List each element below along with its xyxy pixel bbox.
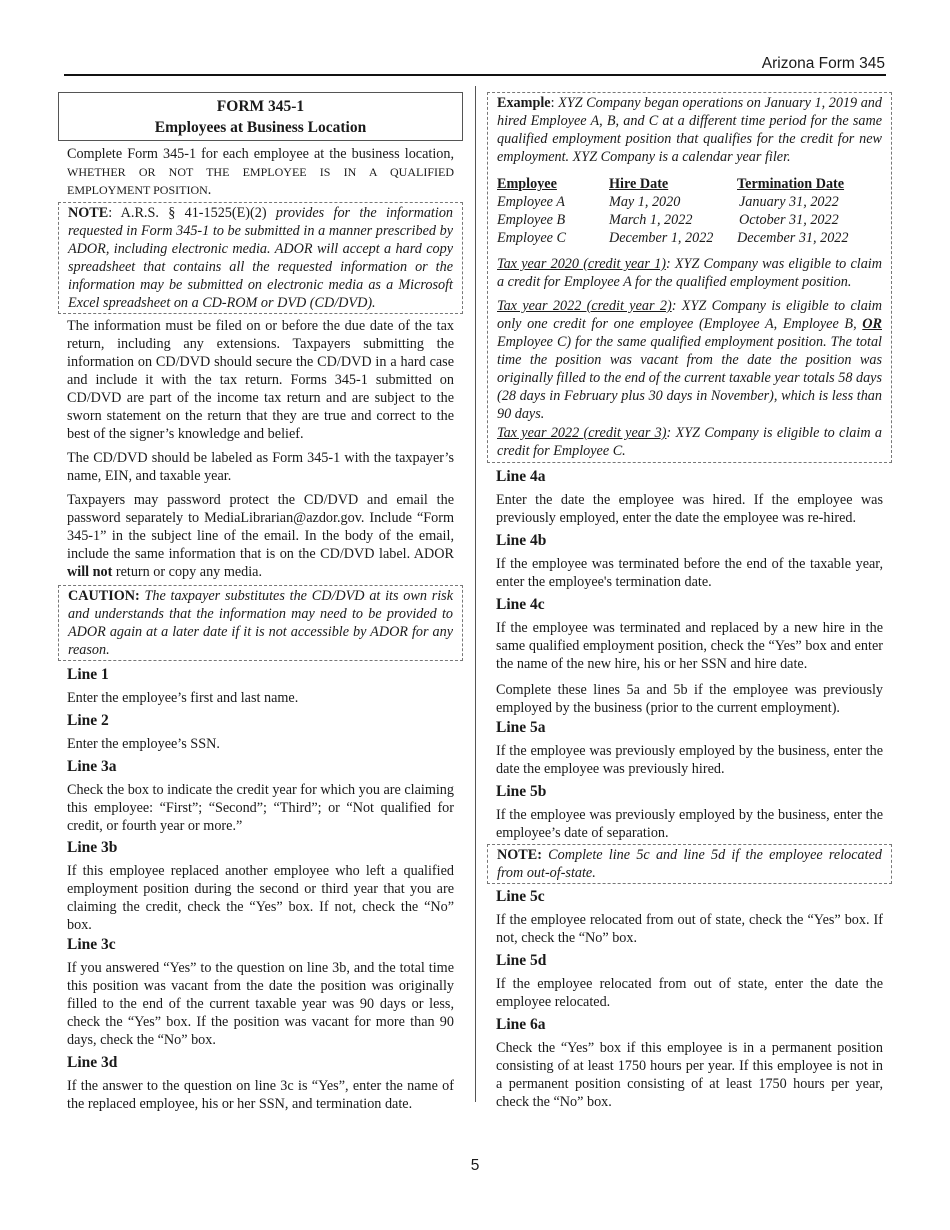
ty2022a-or: OR xyxy=(862,316,882,332)
page-number: 5 xyxy=(470,1157,480,1174)
right-line-instructions xyxy=(487,467,892,842)
line5b-text: If the employee was previously employed by the business, enter the employee’s date of separation. xyxy=(496,807,883,841)
password-paragraph xyxy=(58,491,463,581)
line3b-text: If this employee replaced another employee who left a qualified employment position during the second or third year that you are claiming the credit, check the “Yes” box. If not, check the “No” box. xyxy=(67,863,454,933)
example-box xyxy=(487,92,892,463)
example-text: XYZ Company began operations on January 1, 2019 and hired Employee A, B, and C at a different time period for the same qualified employment position that qualifies for the credit for new employment. XYZ Company is a calendar year filer. xyxy=(497,95,882,165)
example-table xyxy=(497,175,849,247)
table-cell: Employee B xyxy=(497,212,566,228)
intro-end: . xyxy=(207,182,212,198)
table-row xyxy=(497,193,849,211)
line1-text: Enter the employee’s first and last name. xyxy=(67,690,299,706)
ty2020-paragraph xyxy=(497,255,882,291)
line1-title: Line 1 xyxy=(67,666,109,683)
relocation-note xyxy=(497,846,882,882)
line5c-text: If the employee relocated from out of state, check the “Yes” box. If not, check the “No” box. xyxy=(496,912,883,946)
caution-box xyxy=(58,585,463,661)
line4b-text: If the employee was terminated before the end of the taxable year, enter the employee's termination date. xyxy=(496,556,883,590)
line-instructions xyxy=(58,665,463,1113)
ty2022b-paragraph xyxy=(497,424,882,460)
line3b-title: Line 3b xyxy=(67,839,118,856)
line5d-title: Line 5d xyxy=(496,952,547,969)
right-column xyxy=(487,92,892,1111)
caution-body: The taxpayer substitutes the CD/DVD at its own risk and understands that the information may need to be provided to ADOR again at a later date if it is not accessible by ADOR for any reason. xyxy=(68,588,453,658)
line5a-text: If the employee was previously employed by the business, enter the date the employee was previously hired. xyxy=(496,743,883,777)
line3d-text: If the answer to the question on line 3c is “Yes”, enter the name of the replaced employee, his or her SSN, and termination date. xyxy=(67,1078,454,1112)
ty2022b-label: Tax year 2022 (credit year 3) xyxy=(497,425,667,441)
filing-paragraph: The information must be filed on or before the due date of the tax return, including any extensions. Taxpayers submitting the information on CD/DVD should secure the CD/DVD in a hard case and include it with the tax return. Forms 345-1 submitted on CD/DVD are part of the income tax return and are subject to the sworn statement on the return that they are true and correct to the best of the signer’s knowledge and belief. xyxy=(67,318,454,442)
table-header: Termination Date xyxy=(737,176,845,192)
example-paragraph xyxy=(497,94,882,166)
intro-text: Complete Form 345-1 for each employee at the business location, xyxy=(67,146,454,162)
line2-title: Line 2 xyxy=(67,712,109,729)
note-statute: : A.R.S. § 41-1525(E)(2) xyxy=(108,205,276,221)
line4b-title: Line 4b xyxy=(496,532,547,549)
ty2022a-paragraph xyxy=(497,297,882,423)
line3d-title: Line 3d xyxy=(67,1054,118,1071)
line4c-text: If the employee was terminated and replaced by a new hire in the same qualified employment position, check the “Yes” box and enter the name of the new hire, his or her SSN and hire date. xyxy=(496,620,883,672)
lines5-paragraph: Complete these lines 5a and 5b if the employee was previously employed by the business (prior to the current employment). xyxy=(496,682,883,716)
ty2020-label: Tax year 2020 (credit year 1) xyxy=(497,256,666,272)
line5b-title: Line 5b xyxy=(496,783,547,800)
table-cell: Employee C xyxy=(497,230,566,246)
ty2020-text: : XYZ Company was eligible to claim a credit for Employee A for the qualified employment position. xyxy=(497,256,882,290)
table-header-row xyxy=(497,175,849,193)
line3a-title: Line 3a xyxy=(67,758,117,775)
line3c-text: If you answered “Yes” to the question on line 3b, and the total time this position was vacant from the date the position was originally filled to the end of the current taxable year was 90 days or less, check the “Yes” box. If the position was vacant for more than 90 days, check the “No” box. xyxy=(67,960,454,1048)
table-cell: December 1, 2022 xyxy=(609,230,714,246)
line4a-text: Enter the date the employee was hired. If the employee was previously employed, enter the date the employee was re-hired. xyxy=(496,492,883,526)
relocation-note-text: Complete line 5c and line 5d if the employee relocated from out-of-state. xyxy=(497,847,882,881)
relocation-note-box xyxy=(487,844,892,884)
note-body: provides for the information requested in Form 345-1 to be submitted in a manner prescribed by ADOR, including electronic media. ADOR will accept a hard copy spreadsheet that contains all the requested information or the information may be submitted on electronic media as a Microsoft Excel spreadsheet on a CD-ROM or DVD (CD/DVD). xyxy=(68,205,454,311)
table-cell: Employee A xyxy=(497,194,565,210)
note-box xyxy=(58,202,463,314)
relocation-note-label: NOTE: xyxy=(497,847,542,863)
line5c-title: Line 5c xyxy=(496,888,545,905)
line6a-title: Line 6a xyxy=(496,1016,546,1033)
table-cell: December 31, 2022 xyxy=(737,230,849,246)
form-subtitle: Employees at Business Location xyxy=(154,119,367,136)
ty2022a-text-2: Employee C) for the same qualified employment position. The total time the position was vacant from the date the position was originally filled to the end of the current taxable year totals 58 days (28 days in February plus 30 days in November), which is less than 90 days. xyxy=(497,334,882,422)
line5a-title: Line 5a xyxy=(496,719,546,736)
ty2022a-label: Tax year 2022 (credit year 2) xyxy=(497,298,672,314)
line4a-title: Line 4a xyxy=(496,468,546,485)
line6a-text: Check the “Yes” box if this employee is in a permanent position consisting of at least 1750 hours per year. If this employee is not in a permanent position consisting of at least 1750 hours per year, check the “No” box. xyxy=(496,1040,883,1110)
line3c-title: Line 3c xyxy=(67,936,116,953)
password-bold: will not xyxy=(67,564,113,580)
note-label: NOTE xyxy=(68,205,109,221)
table-row xyxy=(497,211,849,229)
table-cell: October 31, 2022 xyxy=(739,212,839,228)
form-title-box xyxy=(58,92,463,141)
ty2022b-text: : XYZ Company is eligible to claim a credit for Employee C. xyxy=(497,425,882,459)
table-cell: March 1, 2022 xyxy=(609,212,693,228)
table-cell: January 31, 2022 xyxy=(739,194,839,210)
intro-smallcaps: WHETHER OR NOT THE EMPLOYEE IS IN A QUALIFIED EMPLOYMENT POSITION xyxy=(67,165,454,197)
form-header: Arizona Form 345 xyxy=(761,55,885,72)
line5d-text: If the employee relocated from out of state, enter the date the employee relocated. xyxy=(496,976,883,1010)
example-colon: : xyxy=(550,95,559,111)
caution-paragraph xyxy=(68,587,453,659)
line3a-text: Check the box to indicate the credit year for which you are claiming this employee: “First”; “Second”; “Third”; or “Not qualified for credit, or fourth year or more.” xyxy=(67,782,454,834)
caution-label: CAUTION: xyxy=(68,588,140,604)
header-rule xyxy=(64,74,886,76)
column-divider xyxy=(475,86,476,1102)
note-paragraph xyxy=(68,204,453,312)
line2-text: Enter the employee’s SSN. xyxy=(67,736,220,752)
ty2022a-text-1: : XYZ Company is eligible to claim only one credit for one employee (Employee A, Employee B, xyxy=(497,298,882,332)
password-text-a: Taxpayers may password protect the CD/DVD and email the password separately to MediaLibrarian@azdor.gov. Include “Form 345-1” in the subject line of the email. In the body of the email, include the same information that is on the CD/DVD label. ADOR xyxy=(67,492,454,562)
table-cell: May 1, 2020 xyxy=(609,194,681,210)
password-text-b: return or copy any media. xyxy=(112,564,263,580)
table-header: Employee xyxy=(497,176,557,192)
right-line-instructions-2 xyxy=(487,887,892,1111)
line4c-title: Line 4c xyxy=(496,596,545,613)
example-label: Example xyxy=(497,95,551,111)
left-column xyxy=(58,92,463,1113)
intro-paragraph xyxy=(58,145,463,199)
table-row xyxy=(497,229,849,247)
label-paragraph: The CD/DVD should be labeled as Form 345-1 with the taxpayer’s name, EIN, and taxable year. xyxy=(67,450,454,484)
form-title: FORM 345-1 xyxy=(216,98,305,115)
table-header: Hire Date xyxy=(609,176,669,192)
